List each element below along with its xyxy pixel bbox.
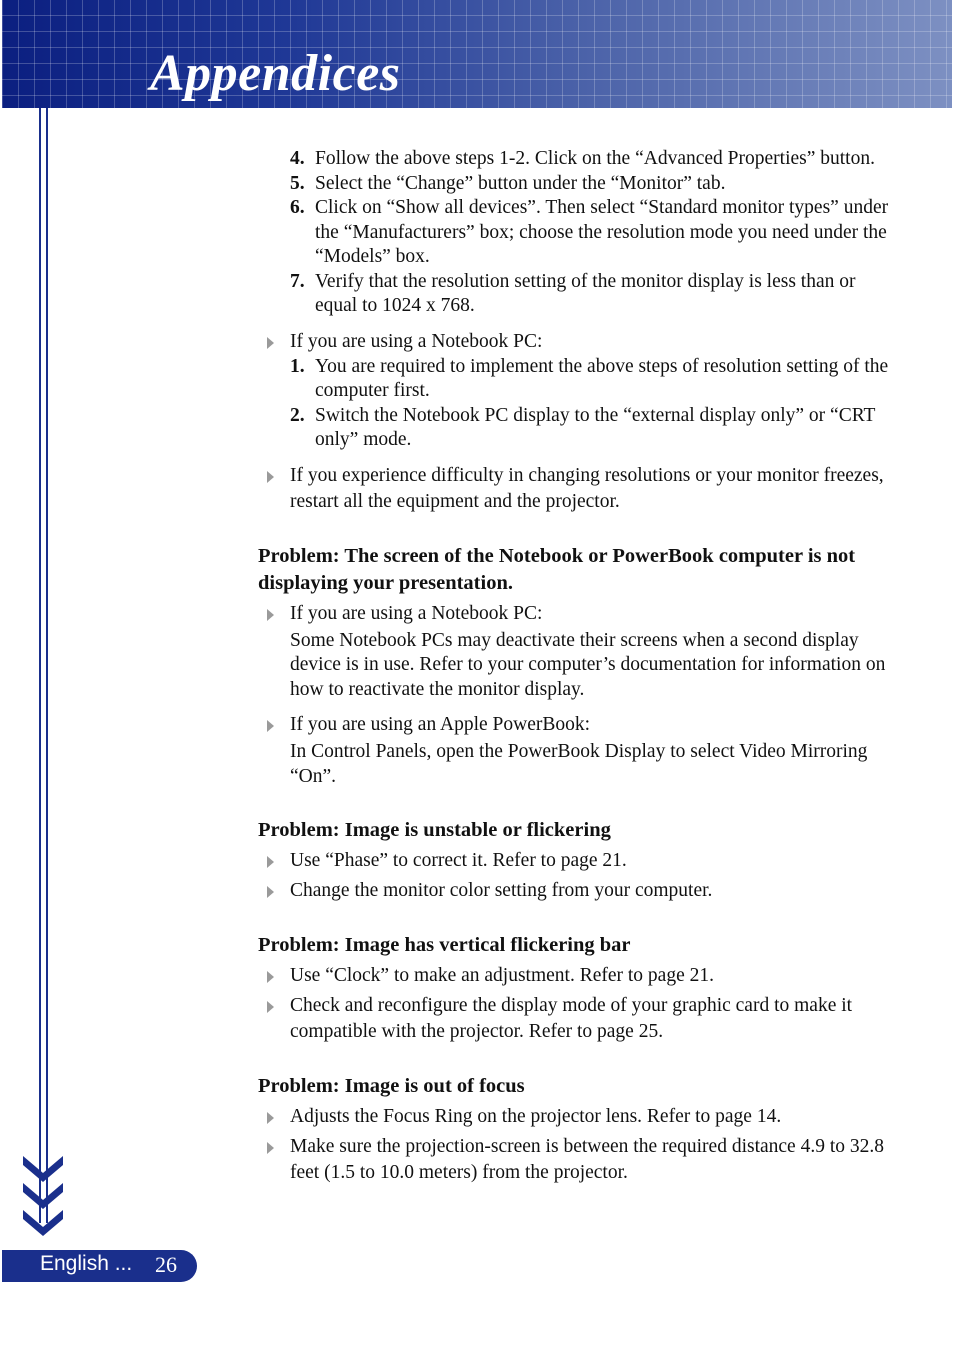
chevron-down-icon	[20, 1207, 66, 1237]
chevron-down-icon	[20, 1180, 66, 1210]
problem-heading: Problem: The screen of the Notebook or PowerBook computer is not displaying your presentation.	[258, 544, 856, 594]
margin-rule-right	[46, 108, 48, 1223]
bullet-text: Use “Phase” to correct it. Refer to page 21.	[290, 850, 627, 871]
step-number: 7.	[290, 270, 305, 292]
bullet-item	[258, 329, 898, 355]
page-number: 26	[155, 1252, 177, 1277]
triangle-bullet-icon	[258, 329, 290, 355]
bullet-text: Make sure the projection-screen is between the required distance 4.9 to 32.8 feet (1.5 to 10.0 meters) from the projector.	[290, 1136, 884, 1183]
step-number: 5.	[290, 172, 305, 194]
list-item	[258, 196, 898, 270]
step-number: 4.	[290, 148, 305, 169]
triangle-bullet-icon	[258, 848, 290, 874]
problem-heading: Problem: Image has vertical flickering bar	[258, 934, 631, 956]
bullet-item	[258, 993, 898, 1045]
bullet-text: Use “Clock” to make an adjustment. Refer to page 21.	[290, 965, 714, 986]
triangle-bullet-icon	[258, 463, 290, 515]
step-text: You are required to implement the above steps of resolution setting of the computer first.	[315, 355, 889, 401]
bullet-text: If you are using an Apple PowerBook:	[290, 714, 591, 735]
step-number: 1.	[290, 355, 305, 377]
page-title: Appendices	[150, 45, 401, 102]
bullet-text: Adjusts the Focus Ring on the projector lens. Refer to page 14.	[290, 1106, 782, 1127]
bullet-item	[258, 963, 898, 989]
main-content	[258, 147, 898, 1186]
triangle-bullet-icon	[258, 601, 290, 627]
list-item	[258, 404, 898, 453]
bullet-detail: Some Notebook PCs may deactivate their screens when a second display device is in use. Refer to your computer’s documentation for information on how to reactivate the monitor display.	[290, 629, 886, 700]
margin-rule-left	[39, 108, 41, 1223]
triangle-bullet-icon	[258, 993, 290, 1045]
triangle-bullet-icon	[258, 712, 290, 738]
bullet-detail: In Control Panels, open the PowerBook Display to select Video Mirroring “On”.	[290, 741, 868, 787]
step-text: Select the “Change” button under the “Monitor” tab.	[315, 172, 726, 194]
bullet-text: Change the monitor color setting from your computer.	[290, 880, 713, 901]
footer-language: English ...	[40, 1252, 133, 1275]
triangle-bullet-icon	[258, 1104, 290, 1130]
header-banner	[2, 0, 952, 108]
bullet-item	[258, 878, 898, 904]
step-number: 6.	[290, 197, 305, 218]
triangle-bullet-icon	[258, 878, 290, 904]
page-footer-tab	[2, 1250, 197, 1282]
step-text: Switch the Notebook PC display to the “external display only” or “CRT only” mode.	[315, 404, 876, 450]
list-item	[258, 355, 898, 404]
list-item	[258, 172, 898, 197]
step-text: Click on “Show all devices”. Then select “Standard monitor types” under the “Manufacturers” box; choose the resolution mode you need under the “Models” box.	[315, 197, 889, 267]
list-item	[258, 270, 898, 319]
bullet-item	[258, 1104, 898, 1130]
step-text: Follow the above steps 1-2. Click on the “Advanced Properties” button.	[315, 148, 875, 169]
problem-heading: Problem: Image is out of focus	[258, 1075, 525, 1097]
chevron-down-icon	[20, 1153, 66, 1183]
triangle-bullet-icon	[258, 1134, 290, 1186]
step-text: Verify that the resolution setting of the monitor display is less than or equal to 1024 x 768.	[315, 270, 856, 316]
bullet-text: Check and reconfigure the display mode of your graphic card to make it compatible with the projector. Refer to page 25.	[290, 995, 853, 1042]
bullet-item	[258, 601, 898, 627]
bullet-text: If you are using a Notebook PC:	[290, 602, 543, 624]
bullet-item	[258, 712, 898, 738]
triangle-bullet-icon	[258, 963, 290, 989]
step-number: 2.	[290, 404, 305, 426]
bullet-item	[258, 463, 898, 515]
bullet-item	[258, 848, 898, 874]
bullet-text: If you are using a Notebook PC:	[290, 330, 543, 352]
bullet-text: If you experience difficulty in changing resolutions or your monitor freezes, restart all the equipment and the projector.	[290, 464, 884, 512]
list-item	[258, 147, 898, 172]
problem-heading: Problem: Image is unstable or flickering	[258, 819, 611, 841]
bullet-item	[258, 1134, 898, 1186]
